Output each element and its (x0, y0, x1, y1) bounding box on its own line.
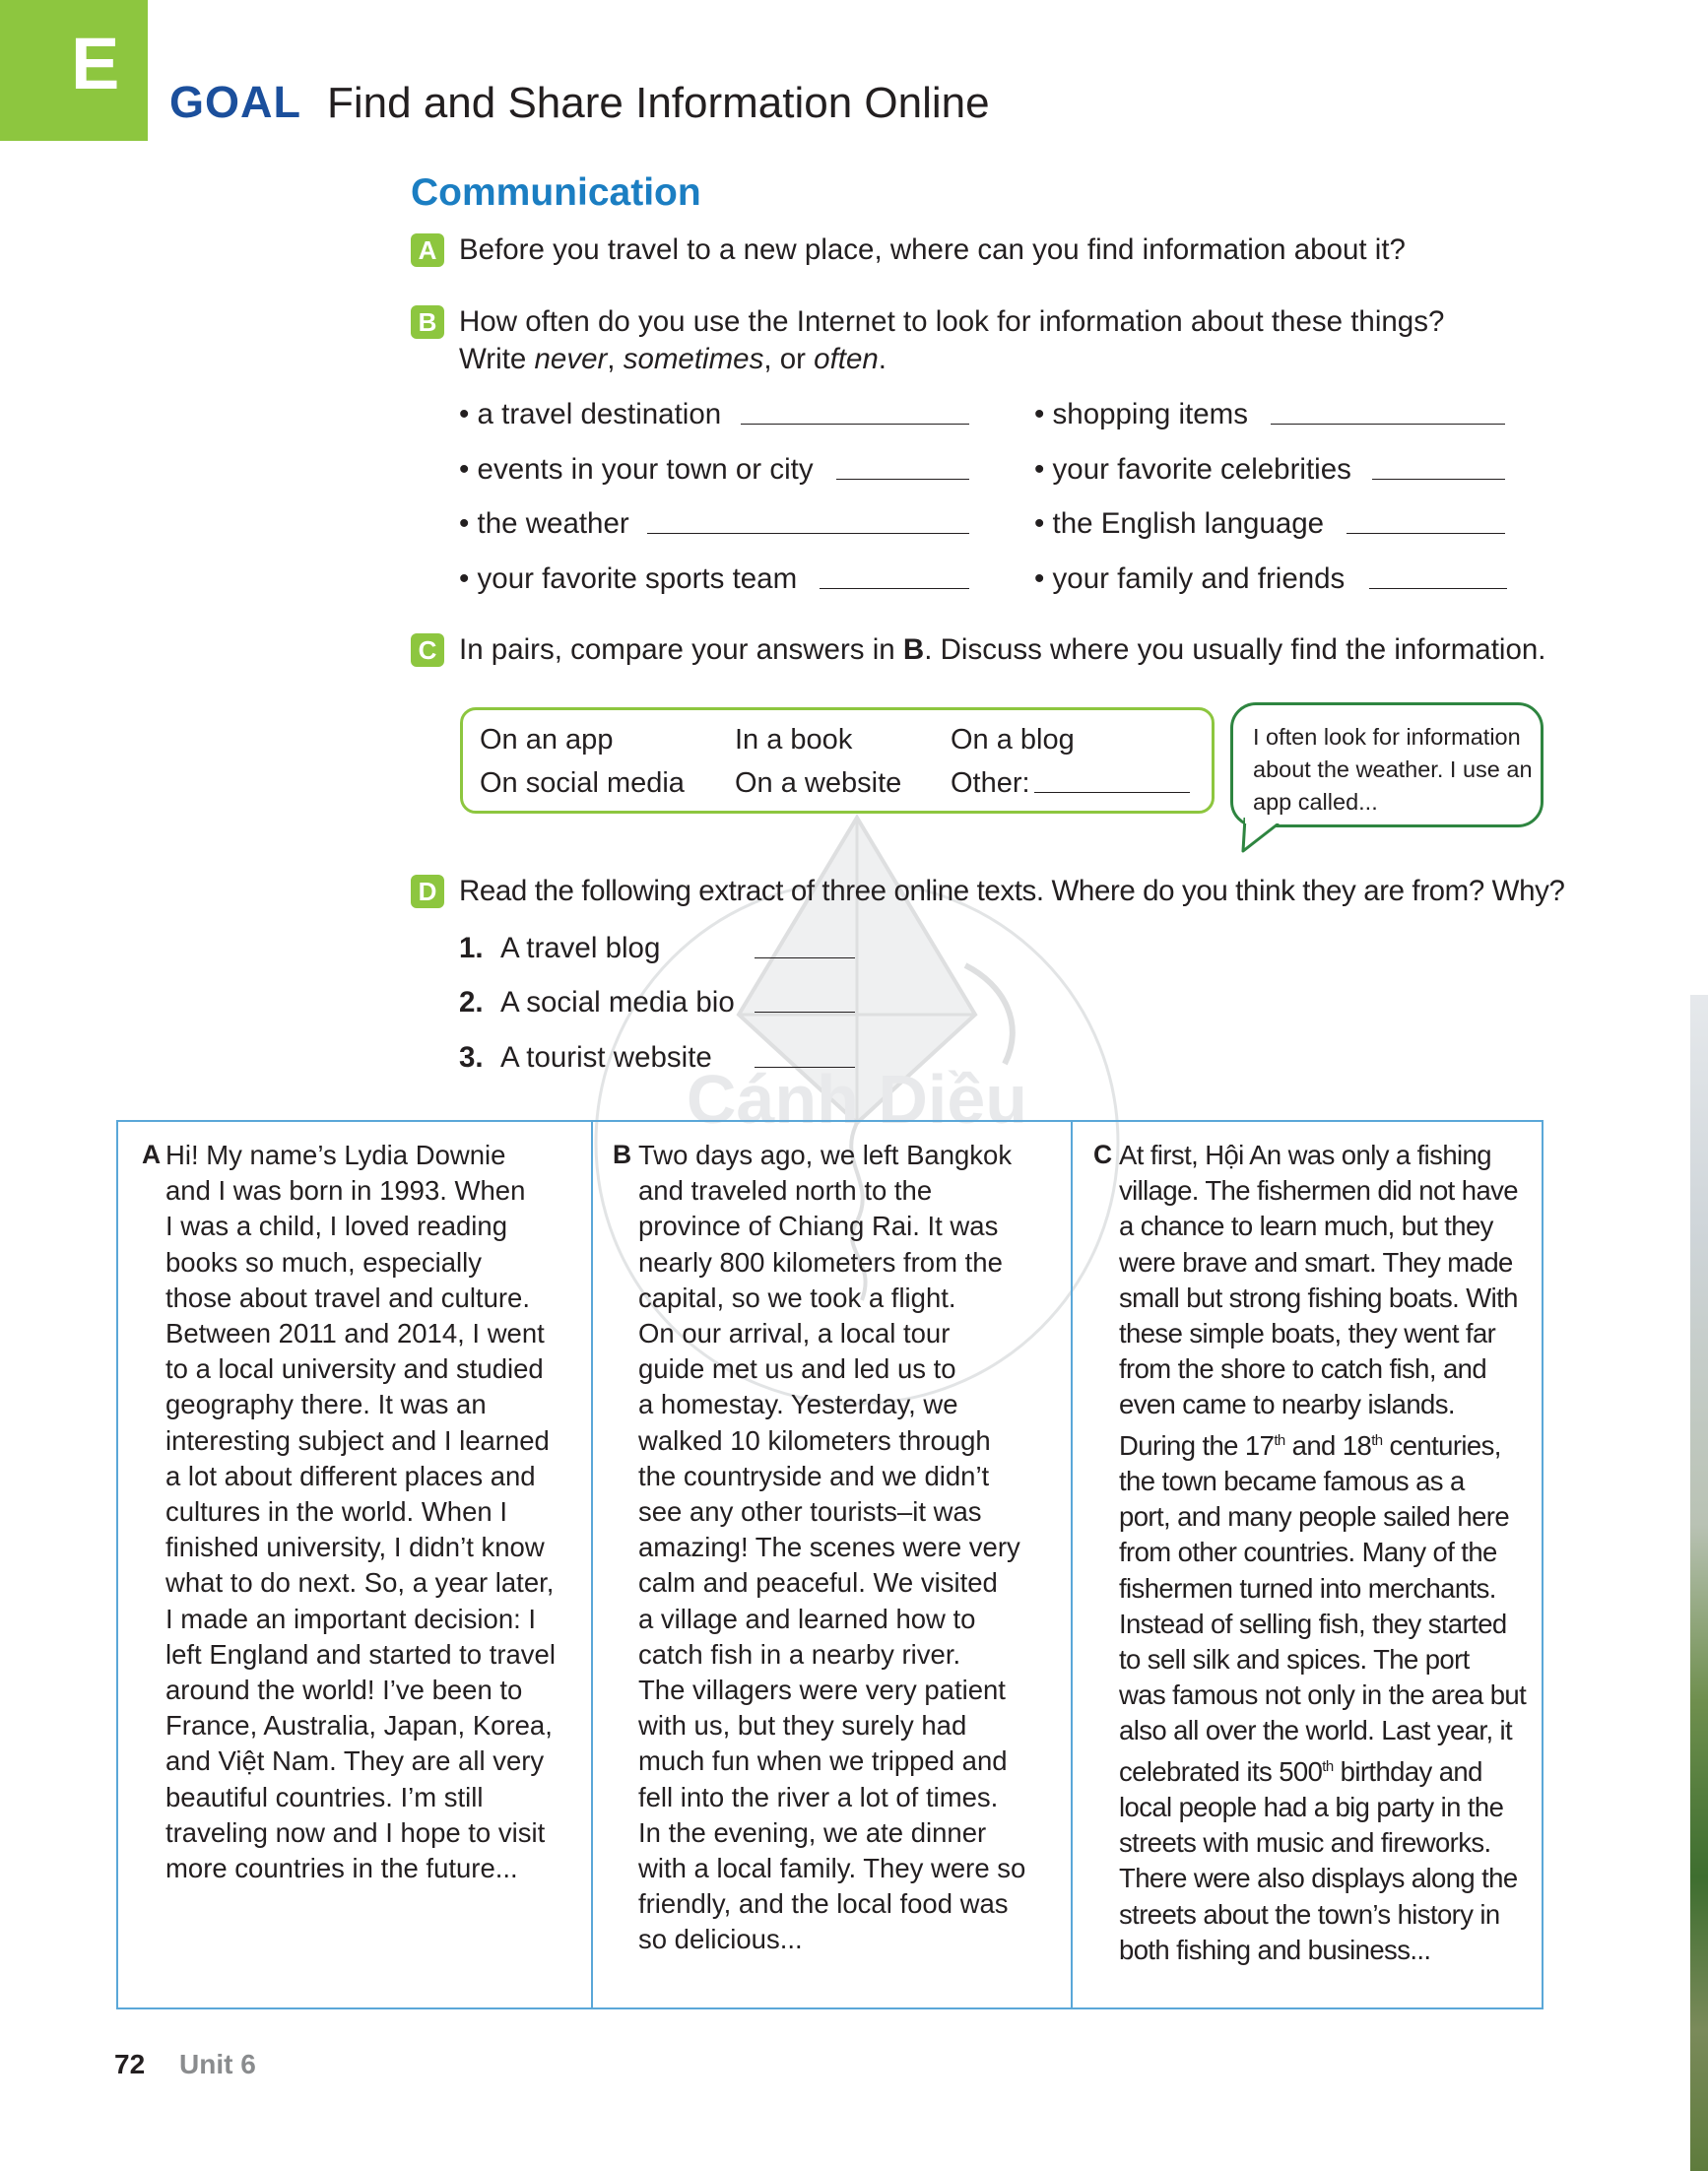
goal-label: GOAL (169, 77, 301, 127)
item-number: 3. (459, 1041, 484, 1074)
list-item: • your favorite celebrities (1034, 453, 1351, 486)
text-b-body: Two days ago, we left Bangkok and traveled north to the province of Chiang Rai. It was nearly 800 kilometers from the capital, so we took a flight. On our arrival, a local tour guide met us and led us to a homestay. Yesterday, we walked 10 kilometers through the countryside and we didn’t see any other tourists–it was amazing! The scenes were very calm and peaceful. We visited a village and learned how to catch fish in a nearby river. The villagers were very patient with us, but they surely had much fun when we tripped and fell into the river a lot of times. In the evening, we ate dinner with a local family. They were so friendly, and the local food was so delicious... (638, 1140, 1026, 1955)
text-a-body: Hi! My name’s Lydia Downie and I was born in 1993. When I was a child, I loved reading books so much, especially those about travel and culture. Between 2011 and 2014, I went to a local university and studied geography there. It was an interesting subject and I learned a lot about different places and cultures in the world. When I finished university, I didn’t know what to do next. So, a year later, I made an important decision: I left England and started to travel around the world! I’ve been to France, Australia, Japan, Korea, and Việt Nam. They are all very beautiful countries. I’m still traveling now and I hope to visit more countries in the future... (165, 1140, 556, 1884)
answer-blank[interactable] (755, 1012, 855, 1013)
item-number: 2. (459, 986, 484, 1019)
list-item: • your family and friends (1034, 562, 1346, 595)
badge-b: B (411, 305, 444, 339)
option-book: In a book (735, 724, 853, 756)
reading-texts-box (116, 1120, 1544, 2009)
list-item: • your favorite sports team (459, 562, 798, 595)
answer-blank[interactable] (1271, 424, 1505, 425)
question-a-text: Before you travel to a new place, where can you find information about it? (459, 233, 1406, 266)
question-b-line1: How often do you use the Internet to look for information about these things? (459, 305, 1445, 338)
item-text: A travel blog (500, 932, 661, 964)
answer-blank[interactable] (755, 1067, 855, 1068)
watermark-text: Cánh Diều (686, 1061, 1028, 1138)
badge-c: C (411, 633, 444, 667)
answer-blank[interactable] (1372, 479, 1505, 480)
list-item: • the English language (1034, 507, 1325, 540)
option-blog: On a blog (951, 724, 1075, 756)
text-a-letter: A (142, 1140, 162, 1169)
answer-blank[interactable] (1369, 588, 1507, 589)
answer-blank[interactable] (836, 479, 969, 480)
badge-d: D (411, 875, 444, 908)
answer-blank[interactable] (647, 533, 969, 534)
question-d-text: Read the following extract of three online texts. Where do you think they are from? Why? (459, 875, 1565, 907)
badge-a: A (411, 233, 444, 267)
text-b-letter: B (613, 1140, 632, 1169)
list-item: • events in your town or city (459, 453, 814, 486)
answer-blank[interactable] (1034, 792, 1190, 793)
answer-blank[interactable] (755, 957, 855, 958)
item-number: 1. (459, 932, 484, 964)
item-text: A tourist website (500, 1041, 712, 1074)
option-app: On an app (480, 724, 614, 756)
section-heading: Communication (411, 171, 701, 214)
answer-blank[interactable] (820, 588, 969, 589)
column-divider (1071, 1122, 1073, 2007)
section-letter: E (71, 23, 120, 104)
option-social-media: On social media (480, 767, 685, 799)
answer-blank[interactable] (741, 424, 969, 425)
speech-bubble-text: I often look for information about the weather. I use an app called... (1253, 724, 1533, 815)
section-tab (0, 0, 148, 141)
speech-bubble (1230, 702, 1544, 827)
list-item: • the weather (459, 507, 629, 540)
option-website: On a website (735, 767, 902, 799)
text-c-letter: C (1093, 1140, 1113, 1169)
list-item: • shopping items (1034, 398, 1248, 430)
speech-bubble-tail (1231, 818, 1290, 857)
unit-label: Unit 6 (179, 2049, 256, 2079)
option-other: Other: (951, 767, 1030, 799)
goal-title: Find and Share Information Online (327, 79, 990, 127)
text-c-body: At first, Hội An was only a fishing village. The fishermen did not have a chance to learn much, but they were brave and smart. They made small but strong fishing boats. With these simple boats, they went far from the shore to catch fish, and even came to nearby islands. During the 17th and 18th centuries, the town became famous as a port, and many people sailed here from other countries. Many of the fishermen turned into merchants. Instead of selling fish, they started to sell silk and spices. The port was famous not only in the area but also all over the world. Last year, it celebrated its 500th birthday and local people had a big party in the streets with music and fireworks. There were also displays along the streets about the town’s history in both fishing and business... (1119, 1140, 1527, 1965)
photo-edge (1690, 995, 1708, 2171)
list-item: • a travel destination (459, 398, 722, 430)
page-number: 72 (114, 2049, 146, 2079)
answer-blank[interactable] (1347, 533, 1505, 534)
item-text: A social media bio (500, 986, 735, 1019)
column-divider (591, 1122, 593, 2007)
question-c-text: In pairs, compare your answers in B. Discuss where you usually find the information. (459, 633, 1546, 666)
question-b-line2: Write never, sometimes, or often. (459, 343, 887, 375)
